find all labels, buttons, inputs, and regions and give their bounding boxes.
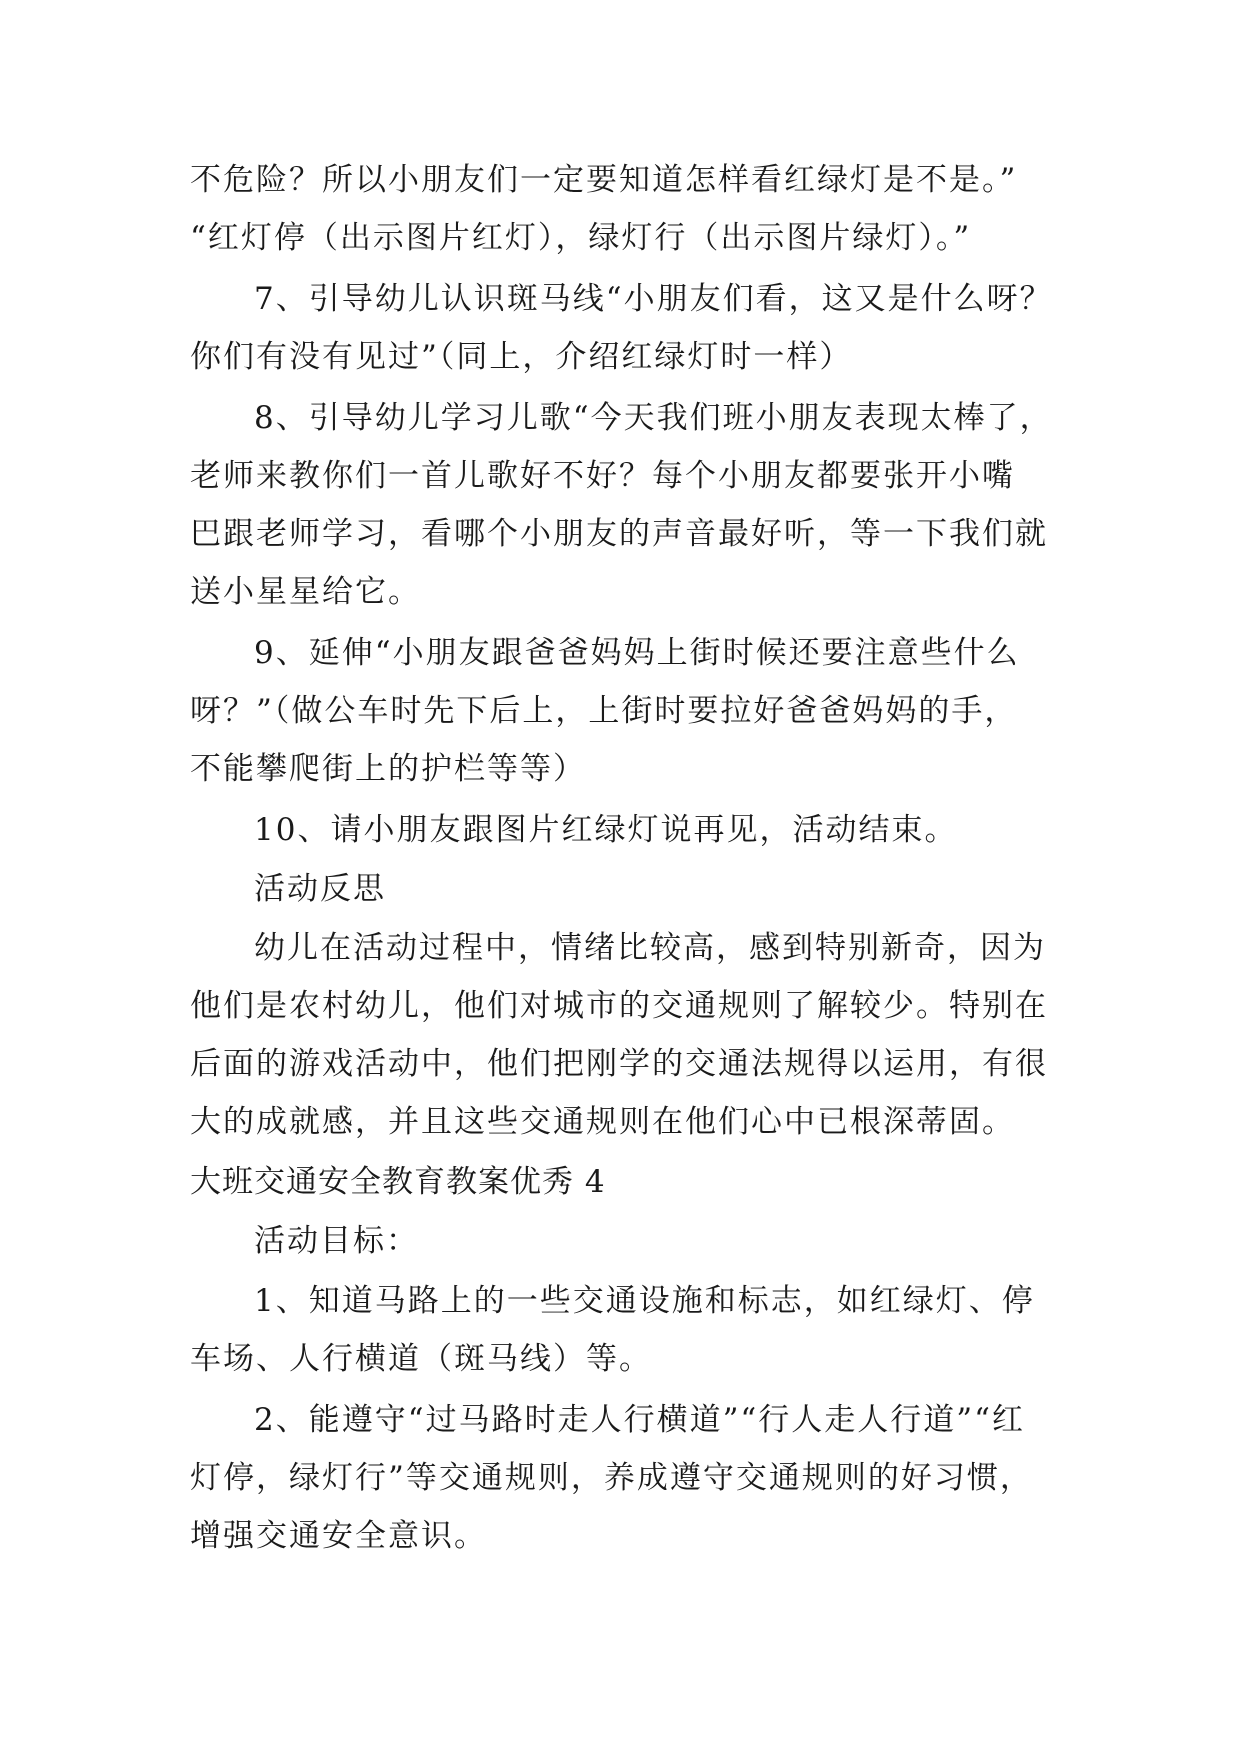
text-line: 你们有没有见过”（同上，介绍红绿灯时一样） xyxy=(190,339,853,375)
paragraph-line: 9、延伸“小朋友跟爸爸妈妈上街时候还要注意些什么 xyxy=(254,635,1020,671)
text-line: 后面的游戏活动中，他们把刚学的交通法规得以运用，有很 xyxy=(190,1046,1048,1082)
paragraph-line: 幼儿在活动过程中，情绪比较高，感到特别新奇，因为 xyxy=(254,930,1046,966)
paragraph-line: 8、引导幼儿学习儿歌“今天我们班小朋友表现太棒了， xyxy=(254,400,1053,436)
text-line: 大的成就感，并且这些交通规则在他们心中已根深蒂固。 xyxy=(190,1104,1015,1140)
text-line: 老师来教你们一首儿歌好不好？每个小朋友都要张开小嘴 xyxy=(190,458,1015,494)
section-heading: 活动目标： xyxy=(254,1223,419,1259)
section-heading: 活动反思 xyxy=(254,871,386,907)
text-line: 送小星星给它。 xyxy=(190,574,421,610)
text-line: “红灯停（出示图片红灯），绿灯行（出示图片绿灯）。” xyxy=(190,220,972,256)
text-line: 车场、人行横道（斑马线）等。 xyxy=(190,1341,652,1377)
paragraph-line: 7、引导幼儿认识斑马线“小朋友们看，这又是什么呀？ xyxy=(254,281,1053,317)
text-line: 巴跟老师学习，看哪个小朋友的声音最好听，等一下我们就 xyxy=(190,516,1048,552)
text-line: 不能攀爬街上的护栏等等） xyxy=(190,751,586,787)
text-line: 不危险？所以小朋友们一定要知道怎样看红绿灯是不是。” xyxy=(190,162,1018,198)
paragraph-line: 10、请小朋友跟图片红绿灯说再见，活动结束。 xyxy=(254,812,958,848)
text-line: 增强交通安全意识。 xyxy=(190,1518,487,1554)
text-line: 呀？”（做公车时先下后上，上街时要拉好爸爸妈妈的手， xyxy=(190,693,1018,729)
text-line: 他们是农村幼儿，他们对城市的交通规则了解较少。特别在 xyxy=(190,988,1048,1024)
document-title: 大班交通安全教育教案优秀 4 xyxy=(190,1164,606,1200)
paragraph-line: 1、知道马路上的一些交通设施和标志，如红绿灯、停 xyxy=(254,1283,1035,1319)
paragraph-line: 2、能遵守“过马路时走人行横道”“行人走人行道”“红 xyxy=(254,1402,1025,1438)
text-line: 灯停，绿灯行”等交通规则，养成遵守交通规则的好习惯， xyxy=(190,1460,1033,1496)
